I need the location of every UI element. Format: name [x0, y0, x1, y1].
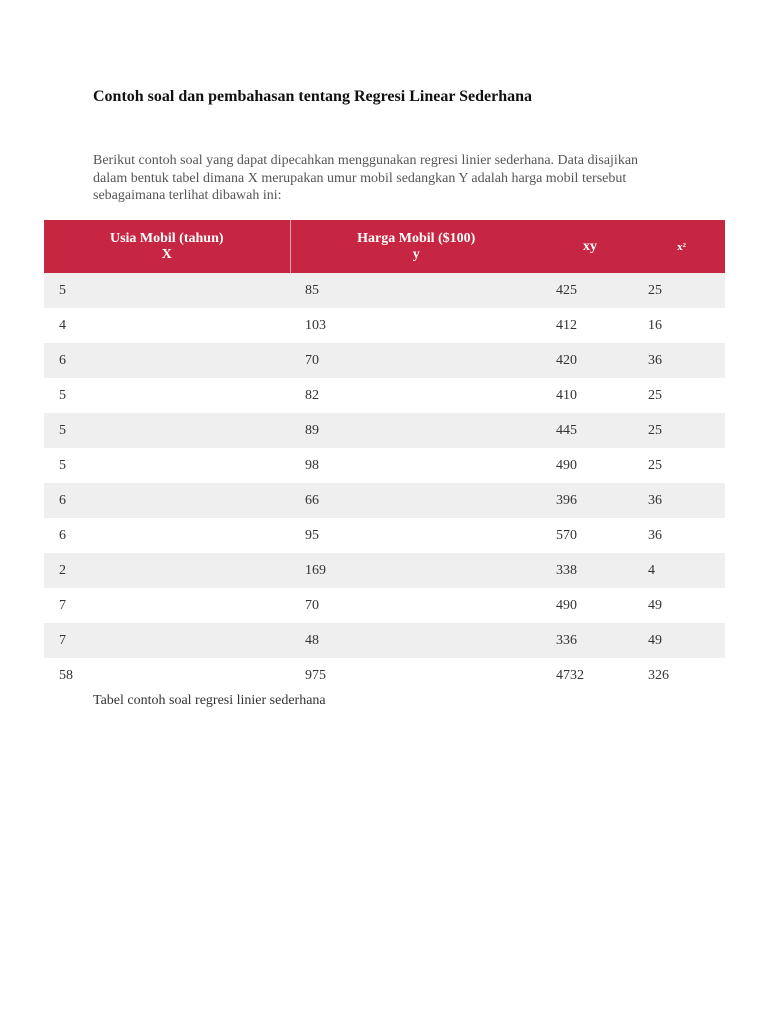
- table-row: [44, 378, 725, 413]
- cell-y: 103: [290, 308, 542, 343]
- table-total-row: [44, 658, 725, 693]
- table-header-row: [44, 220, 725, 273]
- cell-x-squared: 36: [638, 483, 725, 518]
- cell-x: 7: [44, 588, 290, 623]
- header-x: [44, 220, 290, 273]
- cell-xy: 410: [542, 378, 638, 413]
- cell-y: 95: [290, 518, 542, 553]
- cell-y-total: 975: [290, 658, 542, 693]
- cell-x-total: 58: [44, 658, 290, 693]
- cell-xy: 412: [542, 308, 638, 343]
- table-row: [44, 448, 725, 483]
- cell-y: 70: [290, 343, 542, 378]
- table-row: [44, 343, 725, 378]
- cell-y: 48: [290, 623, 542, 658]
- cell-x: 7: [44, 623, 290, 658]
- cell-x: 6: [44, 483, 290, 518]
- header-y: [290, 220, 542, 273]
- header-x-symbol: X: [161, 246, 172, 262]
- cell-x-squared: 36: [638, 518, 725, 553]
- table-row: [44, 518, 725, 553]
- cell-y: 169: [290, 553, 542, 588]
- cell-y: 89: [290, 413, 542, 448]
- header-y-symbol: y: [412, 246, 420, 262]
- table-row: [44, 553, 725, 588]
- cell-x: 5: [44, 413, 290, 448]
- cell-xy-total: 4732: [542, 658, 638, 693]
- cell-x: 4: [44, 308, 290, 343]
- cell-x-squared: 4: [638, 553, 725, 588]
- cell-xy: 338: [542, 553, 638, 588]
- header-y-label: Harga Mobil ($100): [357, 230, 476, 246]
- cell-x-squared: 25: [638, 273, 725, 308]
- cell-xy: 570: [542, 518, 638, 553]
- cell-xy: 490: [542, 588, 638, 623]
- cell-y: 85: [290, 273, 542, 308]
- header-xy: xy: [542, 220, 638, 273]
- cell-y: 66: [290, 483, 542, 518]
- cell-x: 5: [44, 448, 290, 483]
- cell-x: 6: [44, 343, 290, 378]
- regression-data-table: [44, 220, 725, 693]
- cell-xy: 420: [542, 343, 638, 378]
- cell-y: 98: [290, 448, 542, 483]
- cell-x: 6: [44, 518, 290, 553]
- cell-y: 82: [290, 378, 542, 413]
- table-row: [44, 483, 725, 518]
- cell-x-squared-total: 326: [638, 658, 725, 693]
- table-caption: Tabel contoh soal regresi linier sederhana: [93, 693, 326, 708]
- table-row: [44, 623, 725, 658]
- cell-x: 2: [44, 553, 290, 588]
- cell-x-squared: 49: [638, 588, 725, 623]
- cell-y: 70: [290, 588, 542, 623]
- table-row: [44, 308, 725, 343]
- header-x-squared: x²: [638, 220, 725, 273]
- cell-x-squared: 36: [638, 343, 725, 378]
- cell-x: 5: [44, 378, 290, 413]
- cell-xy: 490: [542, 448, 638, 483]
- table-row: [44, 413, 725, 448]
- cell-x-squared: 25: [638, 378, 725, 413]
- cell-x-squared: 25: [638, 448, 725, 483]
- cell-x-squared: 25: [638, 413, 725, 448]
- intro-paragraph: Berikut contoh soal yang dapat dipecahkan menggunakan regresi linier sederhana. Data disajikan dalam bentuk tabel dimana X merupakan umur mobil sedangkan Y adalah harga mobil tersebut sebagaimana terlihat dibawah ini:: [93, 153, 639, 203]
- page-title: Contoh soal dan pembahasan tentang Regresi Linear Sederhana: [93, 88, 533, 105]
- table-row: [44, 588, 725, 623]
- cell-xy: 425: [542, 273, 638, 308]
- cell-xy: 396: [542, 483, 638, 518]
- cell-xy: 336: [542, 623, 638, 658]
- cell-x-squared: 16: [638, 308, 725, 343]
- table-row: [44, 273, 725, 308]
- cell-x: 5: [44, 273, 290, 308]
- header-x-label: Usia Mobil (tahun): [109, 230, 224, 246]
- cell-xy: 445: [542, 413, 638, 448]
- cell-x-squared: 49: [638, 623, 725, 658]
